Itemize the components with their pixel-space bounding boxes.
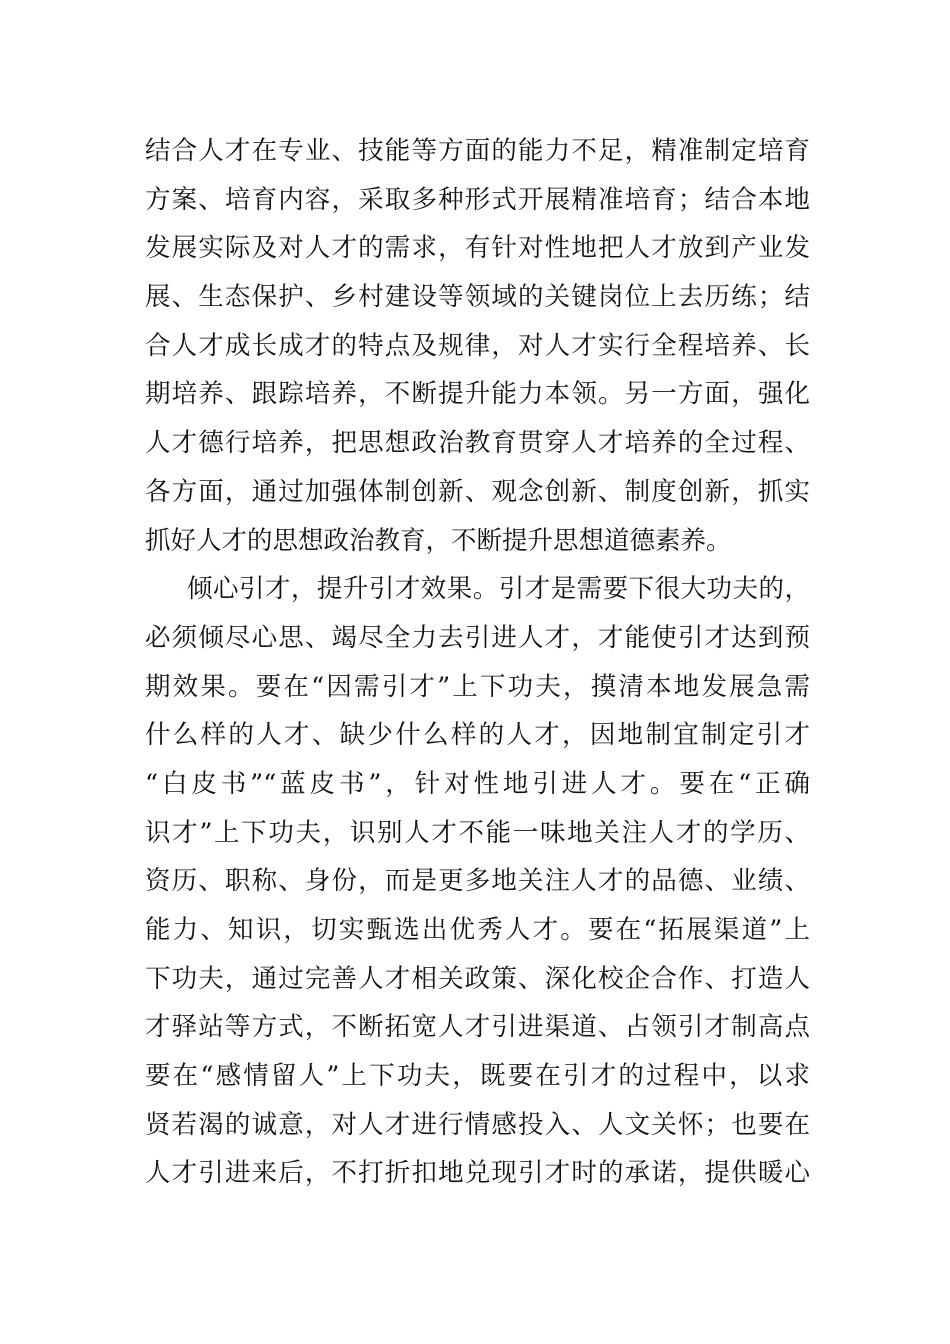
text-line: 人才引进来后，不打折扣地兑现引才时的承诺，提供暖心 [145, 1158, 810, 1189]
text-line: “白皮书”“蓝皮书”，针对性地引进人才。要在“正确 [145, 768, 810, 799]
text-line: 什么样的人才、缺少什么样的人才，因地制宜制定引才 [145, 720, 810, 751]
text-line: 期效果。要在“因需引才”上下功夫，摸清本地发展急需 [145, 671, 810, 702]
text-line: 倾心引才，提升引才效果。引才是需要下很大功夫的， [187, 574, 810, 605]
text-line: 资历、职称、身份，而是更多地关注人才的品德、业绩、 [145, 866, 810, 897]
text-line: 结合人才在专业、技能等方面的能力不足，精准制定培育 [145, 136, 810, 166]
text-line: 识才”上下功夫，识别人才不能一味地关注人才的学历、 [145, 817, 810, 848]
text-line: 才驿站等方式，不断拓宽人才引进渠道、占领引才制高点 [145, 1012, 810, 1043]
text-line: 必须倾尽心思、竭尽全力去引进人才，才能使引才达到预 [145, 622, 810, 653]
text-line: 能力、知识，切实甄选出优秀人才。要在“拓展渠道”上 [145, 915, 810, 945]
text-line: 要在“感情留人”上下功夫，既要在引才的过程中，以求 [145, 1061, 810, 1092]
text-line: 抓好人才的思想政治教育，不断提升思想道德素养。 [145, 525, 732, 556]
text-line: 方案、培育内容，采取多种形式开展精准培育；结合本地 [145, 184, 810, 215]
body-text [145, 127, 810, 1198]
text-line: 贤若渴的诚意，对人才进行情感投入、人文关怀；也要在 [145, 1109, 810, 1140]
text-line: 期培养、跟踪培养，不断提升能力本领。另一方面，强化 [145, 379, 810, 410]
text-line: 展、生态保护、乡村建设等领域的关键岗位上去历练；结 [145, 282, 810, 313]
text-line: 合人才成长成才的特点及规律，对人才实行全程培养、长 [145, 330, 810, 361]
text-line: 发展实际及对人才的需求，有针对性地把人才放到产业发 [145, 233, 810, 264]
text-line: 下功夫，通过完善人才相关政策、深化校企合作、打造人 [145, 963, 810, 994]
text-line: 各方面，通过加强体制创新、观念创新、制度创新，抓实 [145, 476, 810, 507]
paragraph-2 [145, 565, 810, 1198]
text-line: 人才德行培养，把思想政治教育贯穿人才培养的全过程、 [145, 428, 810, 459]
paragraph-1 [145, 127, 810, 565]
